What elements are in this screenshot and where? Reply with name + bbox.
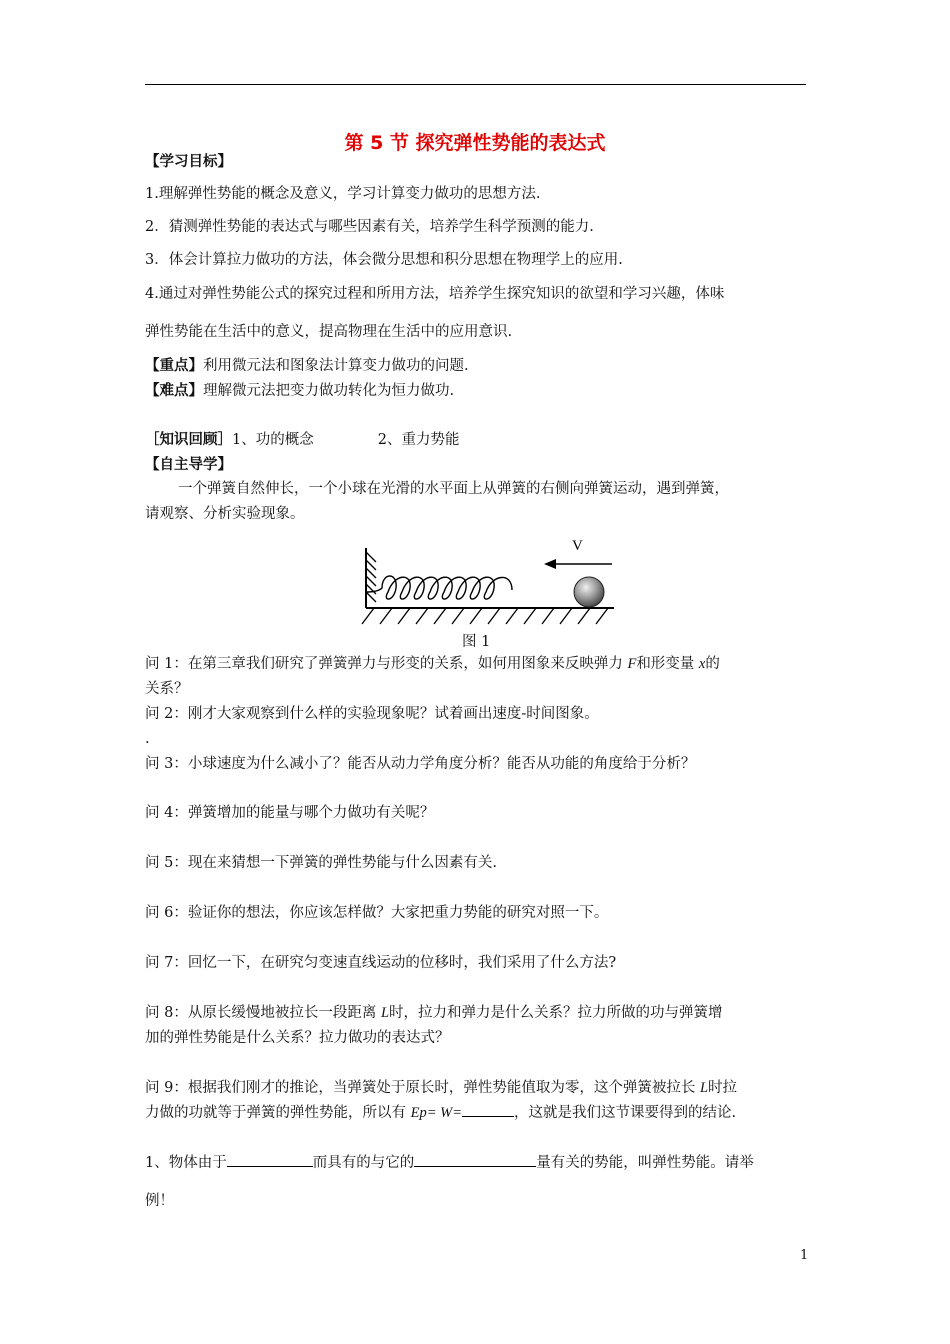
floor-hatch [362,608,608,624]
page-title: 第 5 节 探究弹性势能的表达式 [344,132,606,154]
q8-var-l: L [380,1005,390,1021]
q1-text-c: 的 [705,656,720,672]
fill1-text-c: 量有关的势能，叫弹性势能。请举 [536,1155,754,1171]
key-point [145,357,469,375]
arrow-head [544,559,556,569]
question-9-cont [145,1105,736,1122]
fill1-blank-2[interactable] [414,1166,536,1167]
question-3: 问 3：小球速度为什么减小了？能否从动力学角度分析？能否从功能的角度给于分析？ [145,756,696,772]
fill-item-1 [145,1155,754,1172]
key-point-text: 利用微元法和图象法计算变力做功的问题. [203,358,469,374]
fill1-text-b: 而具有的与它的 [312,1155,415,1171]
review-item-1: 1、功的概念 [232,432,314,448]
review [145,431,459,449]
goal-1: 1.理解弹性势能的概念及意义，学习计算变力做功的思想方法. [145,186,541,202]
question-6: 问 6：验证你的想法，你应该怎样做？大家把重力势能的研究对照一下。 [145,905,609,921]
q8-text-a: 问 8：从原长缓慢地被拉长一段距离 [145,1005,381,1021]
stray-dot: . [145,731,150,747]
ball [574,577,604,607]
question-8 [145,1005,723,1022]
review-item-2: 2、重力势能 [377,432,460,448]
q9-text-c: 力做的功就等于弹簧的弹性势能，所以有 [145,1105,411,1121]
question-5: 问 5：现在来猜想一下弹簧的弹性势能与什么因素有关. [145,855,497,871]
q1-var-f: F [627,656,637,672]
goals-header: 【学习目标】 [145,153,232,170]
question-2: 问 2：刚才大家观察到什么样的实验现象呢？试着画出速度-时间图象。 [145,706,599,722]
q9-var-l: L [699,1080,709,1096]
difficulty-text: 理解微元法把变力做功转化为恒力做功. [203,383,455,399]
figure-caption: 图 1 [462,634,491,650]
fill1-blank-1[interactable] [227,1166,313,1167]
question-9 [145,1080,737,1097]
spring [366,576,512,599]
velocity-label: V [572,540,583,554]
question-1 [145,656,720,673]
goal-4-cont: 弹性势能在生活中的意义，提高物理在生活中的应用意识. [145,324,513,340]
question-4: 问 4：弹簧增加的能量与哪个力做功有关呢？ [145,805,435,821]
key-point-label: 【重点】 [145,357,203,374]
q1-text-b: 和形变量 [636,656,699,672]
review-label: ［知识回顾］ [145,431,232,448]
q8-text-b: 时，拉力和弹力是什么关系？拉力所做的功与弹簧增 [389,1005,723,1021]
difficulty [145,382,454,400]
q9-text-a: 问 9：根据我们刚才的推论，当弹簧处于原长时，弹性势能值取为零，这个弹簧被拉长 [145,1080,700,1096]
intro-line-2: 请观察、分析实验现象。 [145,506,305,522]
goal-2: 2．猜测弹性势能的表达式与哪些因素有关，培养学生科学预测的能力. [145,219,594,235]
question-7: 问 7：回忆一下，在研究匀变速直线运动的位移时，我们采用了什么方法? [145,955,617,971]
question-8-cont: 加的弹性势能是什么关系？拉力做功的表达式？ [145,1030,450,1046]
spring-ball-figure [352,540,622,632]
wall-hatch [366,552,376,602]
intro-line-1: 一个弹簧自然伸长，一个小球在光滑的水平面上从弹簧的右侧向弹簧运动，遇到弹簧， [178,481,729,497]
guide-header: 【自主导学】 [145,456,232,473]
fill-item-1-cont: 例！ [145,1193,174,1209]
goal-4: 4.通过对弹性势能公式的探究过程和所用方法，培养学生探究知识的欲望和学习兴趣，体味 [145,286,725,302]
q9-answer-blank[interactable] [462,1116,514,1117]
q1-text-a: 问 1：在第三章我们研究了弹簧弹力与形变的关系，如何用图象来反映弹力 [145,656,628,672]
fill1-text-a: 1、物体由于 [145,1155,227,1171]
header-rule [145,84,806,85]
page-number: 1 [800,1248,809,1263]
goal-3: 3．体会计算拉力做功的方法，体会微分思想和积分思想在物理学上的应用. [145,252,623,268]
q9-text-b: 时拉 [708,1080,738,1096]
question-1-cont: 关系？ [145,681,189,697]
q1-var-x: x [698,656,706,672]
q9-text-d: ，这就是我们这节课要得到的结论. [514,1105,737,1121]
q9-formula: Ep= W= [410,1105,462,1121]
difficulty-label: 【难点】 [145,382,203,399]
